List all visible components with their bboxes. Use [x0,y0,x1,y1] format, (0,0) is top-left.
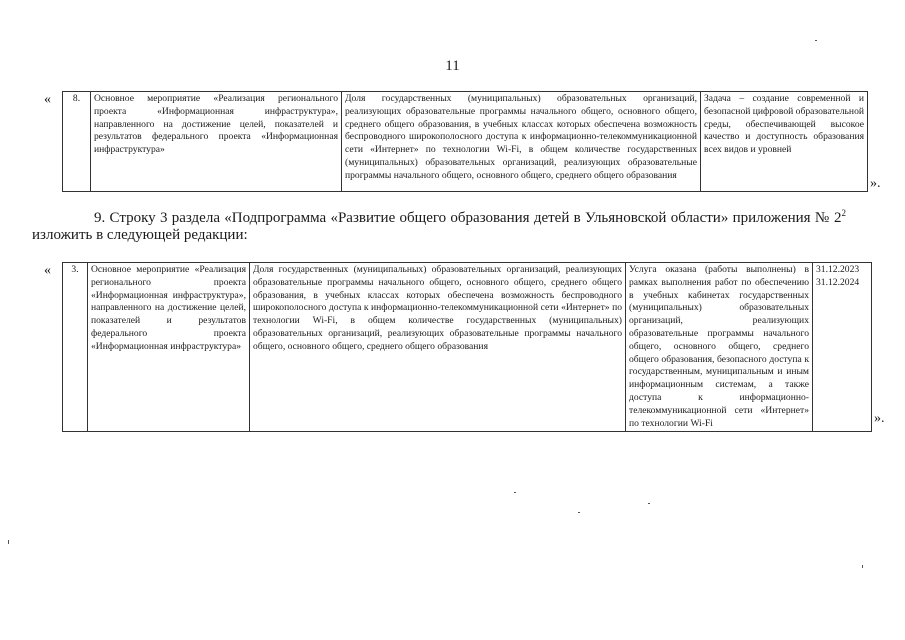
closing-quote-1: ». [870,176,881,191]
indicator-cell: Доля государственных (муниципальных) образовательных организаций, реализующих образовательные программы начального общего, основного общего, среднего общего образования, в учебных классах которых обеспечена возможность беспроводного широкополосного доступа к информационно-телекоммуникационной сети «Интернет» по технологии Wi-Fi, в общем количестве государственных (муниципальных) образовательных организаций, реализующих образовательные программы начального общего, основного общего, среднего общего образования [342,92,701,192]
scan-speck [8,540,9,544]
event-cell: Основное мероприятие «Реализация регионального проекта «Информационная инфраструктура», направленного на достижение целей, показателей и результатов федерального проекта «Информационная инфраструктура» [88,263,250,432]
closing-quote-2: ». [874,411,885,426]
date-start: 31.12.2023 [816,264,860,275]
opening-quote-1: « [44,92,51,107]
row-number: 3. [63,263,88,432]
paragraph-text-end: изложить в следующей редакции: [32,227,248,243]
event-cell: Основное мероприятие «Реализация регионального проекта «Информационная инфраструктура», направленного на достижение целей, показателей и результатов федерального проекта «Информационная инфраструктура» [91,92,342,192]
scan-speck [648,503,650,504]
indicator-cell: Доля государственных (муниципальных) образовательных организаций, реализующих образовательные программы начального общего, основного общего, среднего общего образования, в учебных классах которых обеспечена возможность беспроводного широкополосного доступа к информационно-телекоммуникационной сети «Интернет» по технологии Wi-Fi, в общем количестве государственных (муниципальных) образовательных организаций, реализующих образовательные программы начального общего, основного общего, среднего общего образования [250,263,626,432]
paragraph-text: 9. Строку 3 раздела «Подпрограмма «Развитие общего образования детей в Ульяновской области» приложения № 2 [94,210,842,226]
scan-speck [862,565,863,568]
page-number: 11 [445,58,460,74]
row-number: 8. [63,92,91,192]
table-1 [62,91,868,192]
date-end: 31.12.2024 [816,276,860,288]
amendment-paragraph [32,210,846,244]
opening-quote-2: « [44,263,51,278]
table-2 [62,262,872,432]
scan-speck [578,512,580,513]
table-row [63,92,868,192]
service-cell: Услуга оказана (работы выполнены) в рамках выполнения работ по обеспечению в учебных кабинетах государственных (муниципальных) образовательных организаций, реализующих образовательные программы начального общего, основного общего, среднего общего образования, безопасного доступа к государственным, муниципальным и иным информационным системам, а также доступа к информационно-телекоммуникационной сети «Интернет» по технологии Wi-Fi [626,263,813,432]
paragraph-superscript: 2 [841,208,846,218]
table-row [63,263,872,432]
task-cell: Задача – создание современной и безопасной цифровой образовательной среды, обеспечивающей высокое качество и доступность образования всех видов и уровней [701,92,868,192]
scan-speck [514,492,516,493]
dates-cell [813,263,872,432]
scan-speck [815,40,817,41]
